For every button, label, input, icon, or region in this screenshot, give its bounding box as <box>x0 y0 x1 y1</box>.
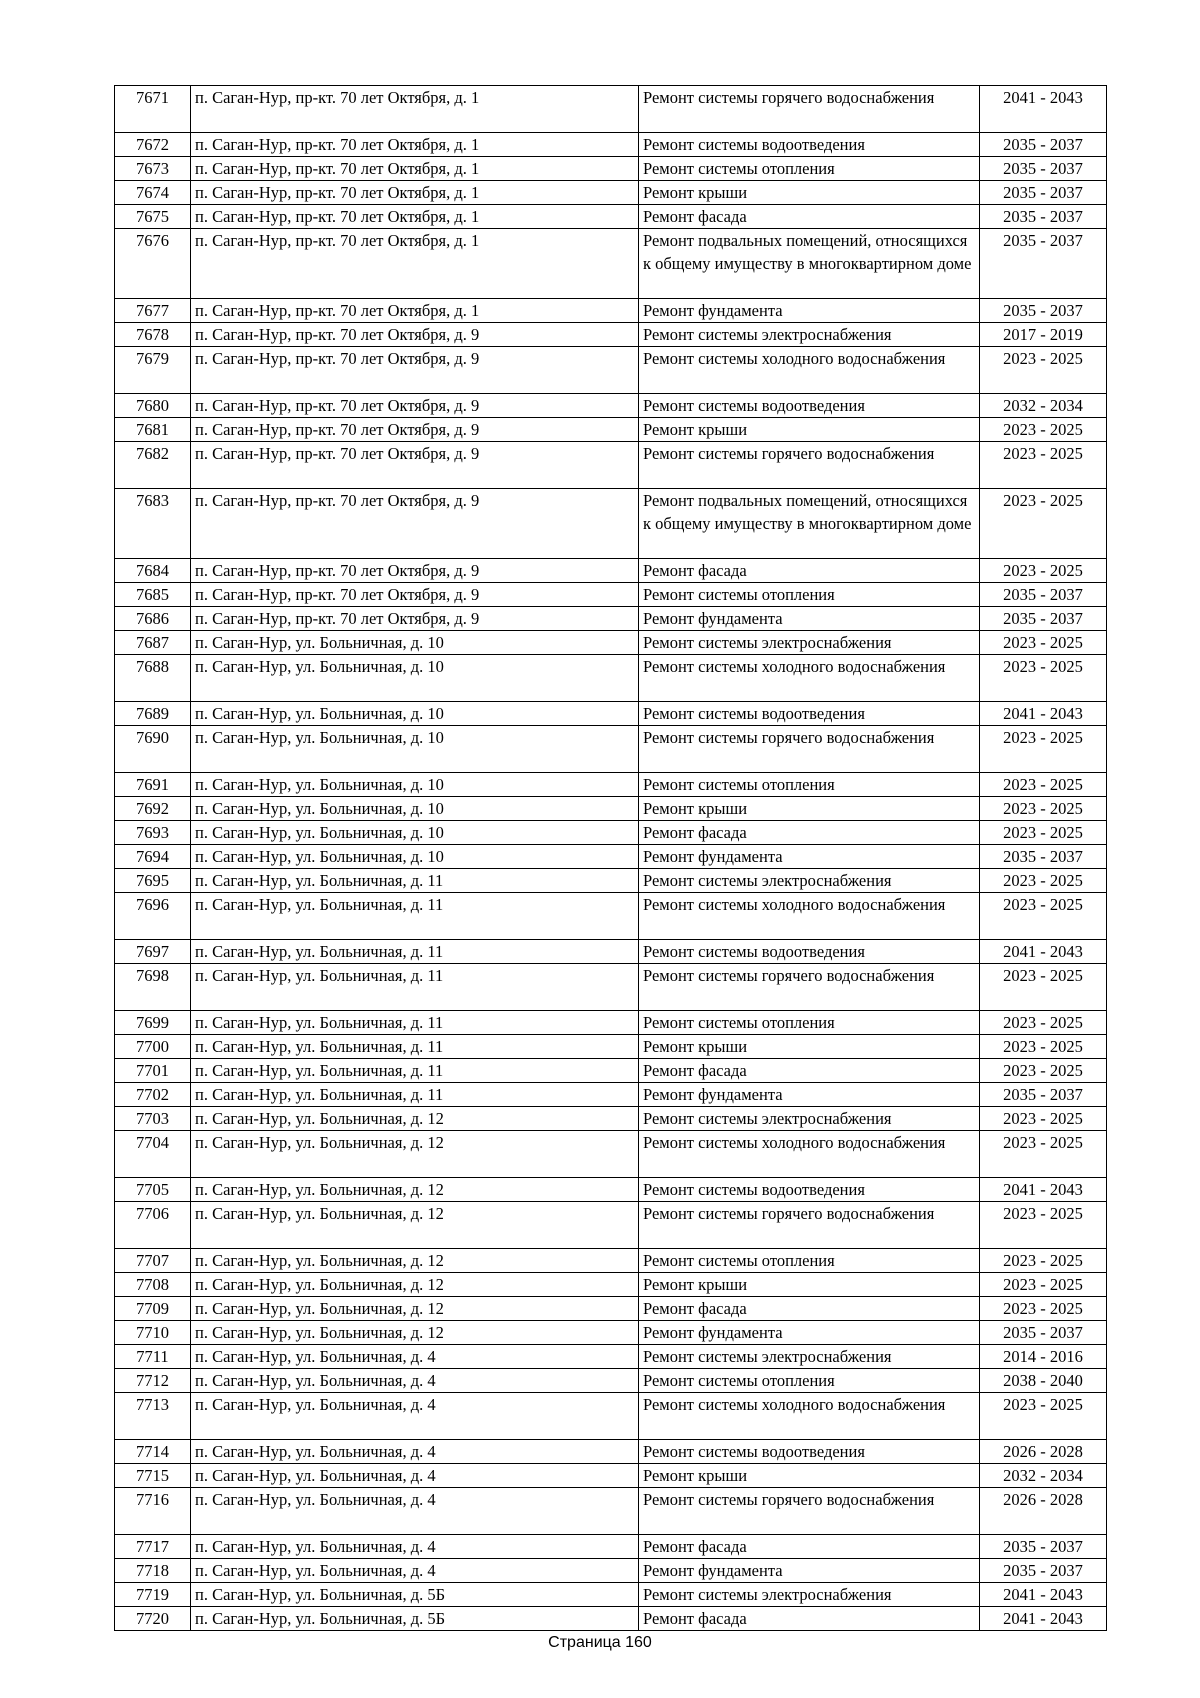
work-type-cell: Ремонт фундамента <box>639 607 980 631</box>
table-row <box>115 607 1107 631</box>
table-row <box>115 394 1107 418</box>
period-cell: 2023 - 2025 <box>980 418 1107 442</box>
address-cell: п. Саган-Нур, пр-кт. 70 лет Октября, д. 1 <box>191 205 639 229</box>
work-type-cell: Ремонт системы холодного водоснабжения <box>639 1393 980 1440</box>
work-type-cell: Ремонт системы отопления <box>639 1249 980 1273</box>
work-type-cell: Ремонт фундамента <box>639 1559 980 1583</box>
work-type-cell: Ремонт крыши <box>639 418 980 442</box>
work-type-cell: Ремонт системы горячего водоснабжения <box>639 1488 980 1535</box>
period-cell: 2026 - 2028 <box>980 1440 1107 1464</box>
row-number-cell: 7682 <box>115 442 191 489</box>
period-cell: 2023 - 2025 <box>980 559 1107 583</box>
period-cell: 2032 - 2034 <box>980 1464 1107 1488</box>
table-row <box>115 1440 1107 1464</box>
work-type-cell: Ремонт системы водоотведения <box>639 1178 980 1202</box>
period-cell: 2023 - 2025 <box>980 1059 1107 1083</box>
period-cell: 2023 - 2025 <box>980 964 1107 1011</box>
work-type-cell: Ремонт системы холодного водоснабжения <box>639 655 980 702</box>
work-type-cell: Ремонт системы отопления <box>639 157 980 181</box>
period-cell: 2035 - 2037 <box>980 607 1107 631</box>
row-number-cell: 7711 <box>115 1345 191 1369</box>
table-row <box>115 1583 1107 1607</box>
row-number-cell: 7699 <box>115 1011 191 1035</box>
table-row <box>115 1488 1107 1535</box>
page-number: Страница 160 <box>548 1634 652 1651</box>
work-type-cell: Ремонт системы электроснабжения <box>639 1583 980 1607</box>
row-number-cell: 7706 <box>115 1202 191 1249</box>
work-type-cell: Ремонт крыши <box>639 1035 980 1059</box>
period-cell: 2023 - 2025 <box>980 442 1107 489</box>
table-row <box>115 1559 1107 1583</box>
address-cell: п. Саган-Нур, ул. Больничная, д. 10 <box>191 773 639 797</box>
address-cell: п. Саган-Нур, ул. Больничная, д. 12 <box>191 1107 639 1131</box>
period-cell: 2023 - 2025 <box>980 726 1107 773</box>
period-cell: 2041 - 2043 <box>980 940 1107 964</box>
period-cell: 2017 - 2019 <box>980 323 1107 347</box>
address-cell: п. Саган-Нур, ул. Больничная, д. 11 <box>191 1035 639 1059</box>
table-row <box>115 1059 1107 1083</box>
table-row <box>115 655 1107 702</box>
table-row <box>115 86 1107 133</box>
period-cell: 2023 - 2025 <box>980 869 1107 893</box>
row-number-cell: 7688 <box>115 655 191 702</box>
table-row <box>115 940 1107 964</box>
table-row <box>115 205 1107 229</box>
table-row <box>115 418 1107 442</box>
period-cell: 2023 - 2025 <box>980 1035 1107 1059</box>
table-row <box>115 347 1107 394</box>
table-row <box>115 1083 1107 1107</box>
period-cell: 2023 - 2025 <box>980 1011 1107 1035</box>
row-number-cell: 7692 <box>115 797 191 821</box>
row-number-cell: 7673 <box>115 157 191 181</box>
work-type-cell: Ремонт фасада <box>639 1297 980 1321</box>
address-cell: п. Саган-Нур, ул. Больничная, д. 11 <box>191 964 639 1011</box>
address-cell: п. Саган-Нур, ул. Больничная, д. 12 <box>191 1178 639 1202</box>
period-cell: 2023 - 2025 <box>980 1297 1107 1321</box>
period-cell: 2035 - 2037 <box>980 845 1107 869</box>
table-row <box>115 181 1107 205</box>
period-cell: 2023 - 2025 <box>980 347 1107 394</box>
work-type-cell: Ремонт подвальных помещений, относящихся к общему имуществу в многоквартирном доме <box>639 229 980 299</box>
period-cell: 2035 - 2037 <box>980 157 1107 181</box>
period-cell: 2032 - 2034 <box>980 394 1107 418</box>
row-number-cell: 7716 <box>115 1488 191 1535</box>
row-number-cell: 7686 <box>115 607 191 631</box>
row-number-cell: 7718 <box>115 1559 191 1583</box>
period-cell: 2023 - 2025 <box>980 1107 1107 1131</box>
row-number-cell: 7671 <box>115 86 191 133</box>
row-number-cell: 7694 <box>115 845 191 869</box>
period-cell: 2035 - 2037 <box>980 583 1107 607</box>
address-cell: п. Саган-Нур, пр-кт. 70 лет Октября, д. 1 <box>191 299 639 323</box>
row-number-cell: 7680 <box>115 394 191 418</box>
period-cell: 2014 - 2016 <box>980 1345 1107 1369</box>
work-type-cell: Ремонт системы электроснабжения <box>639 1107 980 1131</box>
work-type-cell: Ремонт системы отопления <box>639 1011 980 1035</box>
address-cell: п. Саган-Нур, пр-кт. 70 лет Октября, д. 1 <box>191 86 639 133</box>
address-cell: п. Саган-Нур, пр-кт. 70 лет Октября, д. 1 <box>191 181 639 205</box>
period-cell: 2026 - 2028 <box>980 1488 1107 1535</box>
table-row <box>115 1535 1107 1559</box>
work-type-cell: Ремонт системы отопления <box>639 773 980 797</box>
work-type-cell: Ремонт подвальных помещений, относящихся к общему имуществу в многоквартирном доме <box>639 489 980 559</box>
address-cell: п. Саган-Нур, ул. Больничная, д. 10 <box>191 845 639 869</box>
period-cell: 2041 - 2043 <box>980 1607 1107 1631</box>
table-row <box>115 559 1107 583</box>
period-cell: 2035 - 2037 <box>980 1321 1107 1345</box>
row-number-cell: 7698 <box>115 964 191 1011</box>
work-type-cell: Ремонт системы водоотведения <box>639 394 980 418</box>
row-number-cell: 7685 <box>115 583 191 607</box>
period-cell: 2038 - 2040 <box>980 1369 1107 1393</box>
work-type-cell: Ремонт системы горячего водоснабжения <box>639 726 980 773</box>
work-type-cell: Ремонт системы электроснабжения <box>639 631 980 655</box>
work-type-cell: Ремонт фундамента <box>639 299 980 323</box>
work-type-cell: Ремонт системы электроснабжения <box>639 1345 980 1369</box>
table-row <box>115 702 1107 726</box>
address-cell: п. Саган-Нур, ул. Больничная, д. 11 <box>191 869 639 893</box>
period-cell: 2035 - 2037 <box>980 299 1107 323</box>
address-cell: п. Саган-Нур, ул. Больничная, д. 4 <box>191 1464 639 1488</box>
row-number-cell: 7683 <box>115 489 191 559</box>
row-number-cell: 7715 <box>115 1464 191 1488</box>
table-row <box>115 1011 1107 1035</box>
table-row <box>115 726 1107 773</box>
work-type-cell: Ремонт крыши <box>639 1273 980 1297</box>
row-number-cell: 7695 <box>115 869 191 893</box>
address-cell: п. Саган-Нур, пр-кт. 70 лет Октября, д. 9 <box>191 489 639 559</box>
address-cell: п. Саган-Нур, пр-кт. 70 лет Октября, д. 9 <box>191 394 639 418</box>
period-cell: 2023 - 2025 <box>980 893 1107 940</box>
work-type-cell: Ремонт фасада <box>639 1059 980 1083</box>
address-cell: п. Саган-Нур, ул. Больничная, д. 12 <box>191 1273 639 1297</box>
address-cell: п. Саган-Нур, ул. Больничная, д. 12 <box>191 1131 639 1178</box>
table-row <box>115 157 1107 181</box>
work-type-cell: Ремонт фундамента <box>639 845 980 869</box>
work-type-cell: Ремонт системы водоотведения <box>639 702 980 726</box>
table-row <box>115 1607 1107 1631</box>
work-type-cell: Ремонт крыши <box>639 181 980 205</box>
address-cell: п. Саган-Нур, пр-кт. 70 лет Октября, д. 9 <box>191 442 639 489</box>
address-cell: п. Саган-Нур, ул. Больничная, д. 11 <box>191 1083 639 1107</box>
table-body <box>115 86 1107 1631</box>
table-row <box>115 1202 1107 1249</box>
address-cell: п. Саган-Нур, пр-кт. 70 лет Октября, д. 1 <box>191 133 639 157</box>
table-row <box>115 1249 1107 1273</box>
address-cell: п. Саган-Нур, ул. Больничная, д. 4 <box>191 1559 639 1583</box>
work-type-cell: Ремонт системы холодного водоснабжения <box>639 893 980 940</box>
table-row <box>115 1035 1107 1059</box>
table-row <box>115 631 1107 655</box>
address-cell: п. Саган-Нур, пр-кт. 70 лет Октября, д. 9 <box>191 559 639 583</box>
table-row <box>115 442 1107 489</box>
period-cell: 2023 - 2025 <box>980 797 1107 821</box>
period-cell: 2023 - 2025 <box>980 1202 1107 1249</box>
row-number-cell: 7712 <box>115 1369 191 1393</box>
address-cell: п. Саган-Нур, ул. Больничная, д. 10 <box>191 821 639 845</box>
row-number-cell: 7714 <box>115 1440 191 1464</box>
work-type-cell: Ремонт системы горячего водоснабжения <box>639 1202 980 1249</box>
row-number-cell: 7674 <box>115 181 191 205</box>
table-row <box>115 1345 1107 1369</box>
period-cell: 2035 - 2037 <box>980 181 1107 205</box>
table-row <box>115 1107 1107 1131</box>
period-cell: 2041 - 2043 <box>980 1583 1107 1607</box>
table-row <box>115 869 1107 893</box>
period-cell: 2023 - 2025 <box>980 489 1107 559</box>
work-type-cell: Ремонт системы отопления <box>639 1369 980 1393</box>
row-number-cell: 7701 <box>115 1059 191 1083</box>
work-type-cell: Ремонт фасада <box>639 559 980 583</box>
row-number-cell: 7713 <box>115 1393 191 1440</box>
row-number-cell: 7689 <box>115 702 191 726</box>
table-row <box>115 1464 1107 1488</box>
address-cell: п. Саган-Нур, ул. Больничная, д. 4 <box>191 1488 639 1535</box>
address-cell: п. Саган-Нур, ул. Больничная, д. 5Б <box>191 1583 639 1607</box>
period-cell: 2023 - 2025 <box>980 1249 1107 1273</box>
table-row <box>115 1369 1107 1393</box>
table-row <box>115 489 1107 559</box>
address-cell: п. Саган-Нур, ул. Больничная, д. 10 <box>191 726 639 773</box>
row-number-cell: 7690 <box>115 726 191 773</box>
repair-schedule-table <box>114 85 1107 1631</box>
row-number-cell: 7696 <box>115 893 191 940</box>
work-type-cell: Ремонт фундамента <box>639 1083 980 1107</box>
address-cell: п. Саган-Нур, ул. Больничная, д. 5Б <box>191 1607 639 1631</box>
work-type-cell: Ремонт системы электроснабжения <box>639 869 980 893</box>
work-type-cell: Ремонт системы водоотведения <box>639 133 980 157</box>
row-number-cell: 7693 <box>115 821 191 845</box>
period-cell: 2035 - 2037 <box>980 1535 1107 1559</box>
period-cell: 2035 - 2037 <box>980 205 1107 229</box>
row-number-cell: 7719 <box>115 1583 191 1607</box>
address-cell: п. Саган-Нур, ул. Больничная, д. 11 <box>191 893 639 940</box>
row-number-cell: 7691 <box>115 773 191 797</box>
table-row <box>115 1393 1107 1440</box>
table-row <box>115 964 1107 1011</box>
period-cell: 2023 - 2025 <box>980 631 1107 655</box>
table-row <box>115 133 1107 157</box>
row-number-cell: 7717 <box>115 1535 191 1559</box>
period-cell: 2023 - 2025 <box>980 1273 1107 1297</box>
row-number-cell: 7681 <box>115 418 191 442</box>
address-cell: п. Саган-Нур, ул. Больничная, д. 11 <box>191 1011 639 1035</box>
work-type-cell: Ремонт системы холодного водоснабжения <box>639 1131 980 1178</box>
address-cell: п. Саган-Нур, ул. Больничная, д. 10 <box>191 797 639 821</box>
address-cell: п. Саган-Нур, ул. Больничная, д. 12 <box>191 1297 639 1321</box>
address-cell: п. Саган-Нур, ул. Больничная, д. 12 <box>191 1321 639 1345</box>
row-number-cell: 7676 <box>115 229 191 299</box>
row-number-cell: 7679 <box>115 347 191 394</box>
work-type-cell: Ремонт фасада <box>639 1607 980 1631</box>
row-number-cell: 7708 <box>115 1273 191 1297</box>
period-cell: 2035 - 2037 <box>980 133 1107 157</box>
table-row <box>115 893 1107 940</box>
row-number-cell: 7704 <box>115 1131 191 1178</box>
address-cell: п. Саган-Нур, ул. Больничная, д. 4 <box>191 1393 639 1440</box>
address-cell: п. Саган-Нур, ул. Больничная, д. 11 <box>191 940 639 964</box>
row-number-cell: 7703 <box>115 1107 191 1131</box>
work-type-cell: Ремонт системы электроснабжения <box>639 323 980 347</box>
table-row <box>115 229 1107 299</box>
work-type-cell: Ремонт системы холодного водоснабжения <box>639 347 980 394</box>
address-cell: п. Саган-Нур, ул. Больничная, д. 10 <box>191 631 639 655</box>
work-type-cell: Ремонт системы водоотведения <box>639 940 980 964</box>
row-number-cell: 7684 <box>115 559 191 583</box>
work-type-cell: Ремонт системы горячего водоснабжения <box>639 86 980 133</box>
period-cell: 2035 - 2037 <box>980 1559 1107 1583</box>
address-cell: п. Саган-Нур, пр-кт. 70 лет Октября, д. 9 <box>191 607 639 631</box>
work-type-cell: Ремонт системы водоотведения <box>639 1440 980 1464</box>
period-cell: 2023 - 2025 <box>980 1393 1107 1440</box>
address-cell: п. Саган-Нур, пр-кт. 70 лет Октября, д. 1 <box>191 229 639 299</box>
work-type-cell: Ремонт системы отопления <box>639 583 980 607</box>
period-cell: 2023 - 2025 <box>980 821 1107 845</box>
address-cell: п. Саган-Нур, пр-кт. 70 лет Октября, д. 1 <box>191 157 639 181</box>
table-row <box>115 1178 1107 1202</box>
work-type-cell: Ремонт фасада <box>639 821 980 845</box>
work-type-cell: Ремонт системы горячего водоснабжения <box>639 442 980 489</box>
address-cell: п. Саган-Нур, ул. Больничная, д. 4 <box>191 1345 639 1369</box>
table-row <box>115 845 1107 869</box>
period-cell: 2041 - 2043 <box>980 1178 1107 1202</box>
row-number-cell: 7677 <box>115 299 191 323</box>
table-row <box>115 773 1107 797</box>
table-row <box>115 1273 1107 1297</box>
address-cell: п. Саган-Нур, ул. Больничная, д. 4 <box>191 1440 639 1464</box>
row-number-cell: 7678 <box>115 323 191 347</box>
row-number-cell: 7710 <box>115 1321 191 1345</box>
address-cell: п. Саган-Нур, ул. Больничная, д. 10 <box>191 655 639 702</box>
table-row <box>115 323 1107 347</box>
address-cell: п. Саган-Нур, ул. Больничная, д. 4 <box>191 1369 639 1393</box>
period-cell: 2035 - 2037 <box>980 229 1107 299</box>
table-row <box>115 1297 1107 1321</box>
period-cell: 2023 - 2025 <box>980 655 1107 702</box>
address-cell: п. Саган-Нур, пр-кт. 70 лет Октября, д. 9 <box>191 323 639 347</box>
row-number-cell: 7702 <box>115 1083 191 1107</box>
row-number-cell: 7707 <box>115 1249 191 1273</box>
table-row <box>115 1131 1107 1178</box>
address-cell: п. Саган-Нур, пр-кт. 70 лет Октября, д. 9 <box>191 583 639 607</box>
table-row <box>115 583 1107 607</box>
address-cell: п. Саган-Нур, ул. Больничная, д. 12 <box>191 1249 639 1273</box>
period-cell: 2041 - 2043 <box>980 702 1107 726</box>
address-cell: п. Саган-Нур, ул. Больничная, д. 12 <box>191 1202 639 1249</box>
work-type-cell: Ремонт крыши <box>639 797 980 821</box>
table-row <box>115 797 1107 821</box>
row-number-cell: 7709 <box>115 1297 191 1321</box>
row-number-cell: 7697 <box>115 940 191 964</box>
work-type-cell: Ремонт фундамента <box>639 1321 980 1345</box>
table-row <box>115 299 1107 323</box>
address-cell: п. Саган-Нур, ул. Больничная, д. 4 <box>191 1535 639 1559</box>
row-number-cell: 7675 <box>115 205 191 229</box>
work-type-cell: Ремонт фасада <box>639 1535 980 1559</box>
period-cell: 2041 - 2043 <box>980 86 1107 133</box>
period-cell: 2023 - 2025 <box>980 1131 1107 1178</box>
period-cell: 2035 - 2037 <box>980 1083 1107 1107</box>
address-cell: п. Саган-Нур, пр-кт. 70 лет Октября, д. 9 <box>191 418 639 442</box>
address-cell: п. Саган-Нур, ул. Больничная, д. 11 <box>191 1059 639 1083</box>
row-number-cell: 7700 <box>115 1035 191 1059</box>
row-number-cell: 7720 <box>115 1607 191 1631</box>
work-type-cell: Ремонт системы горячего водоснабжения <box>639 964 980 1011</box>
row-number-cell: 7687 <box>115 631 191 655</box>
address-cell: п. Саган-Нур, пр-кт. 70 лет Октября, д. 9 <box>191 347 639 394</box>
work-type-cell: Ремонт фасада <box>639 205 980 229</box>
table-row <box>115 821 1107 845</box>
row-number-cell: 7672 <box>115 133 191 157</box>
work-type-cell: Ремонт крыши <box>639 1464 980 1488</box>
period-cell: 2023 - 2025 <box>980 773 1107 797</box>
table-row <box>115 1321 1107 1345</box>
row-number-cell: 7705 <box>115 1178 191 1202</box>
address-cell: п. Саган-Нур, ул. Больничная, д. 10 <box>191 702 639 726</box>
